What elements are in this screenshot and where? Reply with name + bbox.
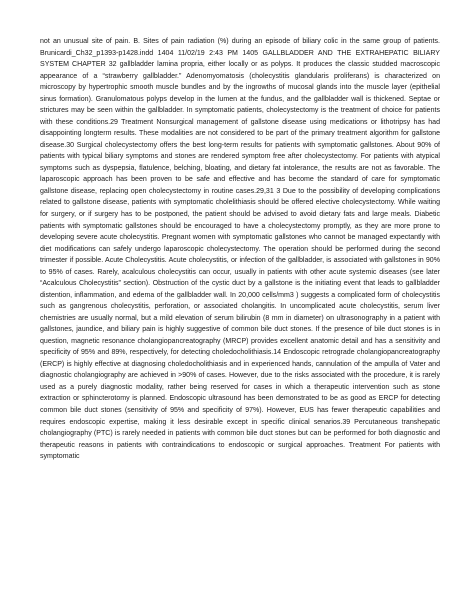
body-text: not an unusual site of pain. B. Sites of pain radiation (%) during an episode of biliary colic in the same group of patients. Brunicardi_Ch32_p1393-p1428.indd 1404 11/02/19 2:43 PM 1405 GALLBLADDER AND THE EXTRAHEPATIC BILIARY SYSTEM CHAPTER 32 gallbladder lamina propria, either locally or as polyps. It produces the classic studded macroscopic appearance of a “strawberry gallbladder.” Adenomyomatosis (cholecystitis glandularis proliferans) is characterized on microscopy by hypertrophic smooth muscle bundles and by the ingrowths of mucosal glands into the muscle layer (epithelial sinus formation). Granulomatous polyps develop in the lumen at the fundus, and the gallbladder wall is thickened. Septae or strictures may be seen within the gallbladder. In symptomatic patients, cholecystectomy is the treatment of choice for patients with these conditions.29 Treatment Nonsurgical management of gallstone disease using medications or lithotripsy has had disappointing longterm results. These modalities are not considered to be part of the primary treatment algorithm for gallstone disease.30 Surgical cholecystectomy offers the best long-term results for patients with symptomatic gallstones. About 90% of patients with typical biliary symptoms and stones are rendered symptom free after cholecystectomy. For patients with atypical symptoms such as dyspepsia, flatulence, belching, bloating, and dietary fat intolerance, the results are not as favorable. The laparoscopic approach has been proven to be safe and effective and has become the standard of care for symptomatic gallstone disease, replacing open cholecystectomy in routine cases.29,31 3 Due to the possibility of developing complications related to gallstone disease, patients with symptomatic cholelithiasis should be offered elective cholecystectomy. While waiting for surgery, or if surgery has to be postponed, the patient should be advised to avoid dietary fats and large meals. Diabetic patients with symptomatic gallstones should be encouraged to have a cholecystectomy promptly, as they are more prone to developing severe acute cholecystitis. Pregnant women with symptomatic gallstones who cannot be managed expectantly with diet modifications can safely undergo laparoscopic cholecystectomy. The operation should be performed during the second trimester if possible. Acute Cholecystitis. Acute cholecystitis, or infection of the gallbladder, is associated with gallstones in 90% to 95% of cases. Rarely, acalculous cholecystitis can occur, usually in patients with other acute systemic diseases (see later “Acalculous Cholecystitis” section). Obstruction of the cystic duct by a gallstone is the initiating event that leads to gallbladder distention, inflammation, and edema of the gallbladder wall. In 20,000 cells/mm3 ) suggests a complicated form of cholecystitis such as gangrenous cholecystitis, perforation, or associated cholangitis. In uncomplicated acute cholecystitis, serum liver chemistries are usually normal, but a mild elevation of serum bilirubin (8 mm in diameter) on ultrasonography in a patient with gallstones, jaundice, and biliary pain is highly suggestive of common bile duct stones. If the presence of bile duct stones is in question, magnetic resonance cholangiopancreatography (MRCP) provides excellent anatomic detail and has a sensitivity and specificity of 95% and 89%, respectively, for detecting choledocholithiasis.14 Endoscopic retrograde cholangiopancreatography (ERCP) is highly effective at diagnosing choledocholithiasis and in experienced hands, cannulation of the ampulla of Vater and diagnostic cholangiography are achieved in >90% of cases. However, due to the risks associated with the procedure, it is rarely used as a purely diagnostic modality, rather being reserved for cases in which a therapeutic intervention such as stone extraction or sphincterotomy is planned. Endoscopic ultrasound has been demonstrated to be as good as ERCP for detecting common bile duct stones (sensitivity of 95% and specificity of 97%). However, EUS has fewer therapeutic capabilities and requires endoscopic expertise, making it less desirable except in specific clinical senarios.39 Percutaneous transhepatic cholangiography (PTC) is rarely needed in patients with common bile duct stones but can be performed for both diagnostic and therapeutic reasons in patients with contraindications to endoscopic or surgical approaches. Treatment For patients with symptomatic — [40, 38, 440, 461]
document-page — [40, 36, 440, 463]
